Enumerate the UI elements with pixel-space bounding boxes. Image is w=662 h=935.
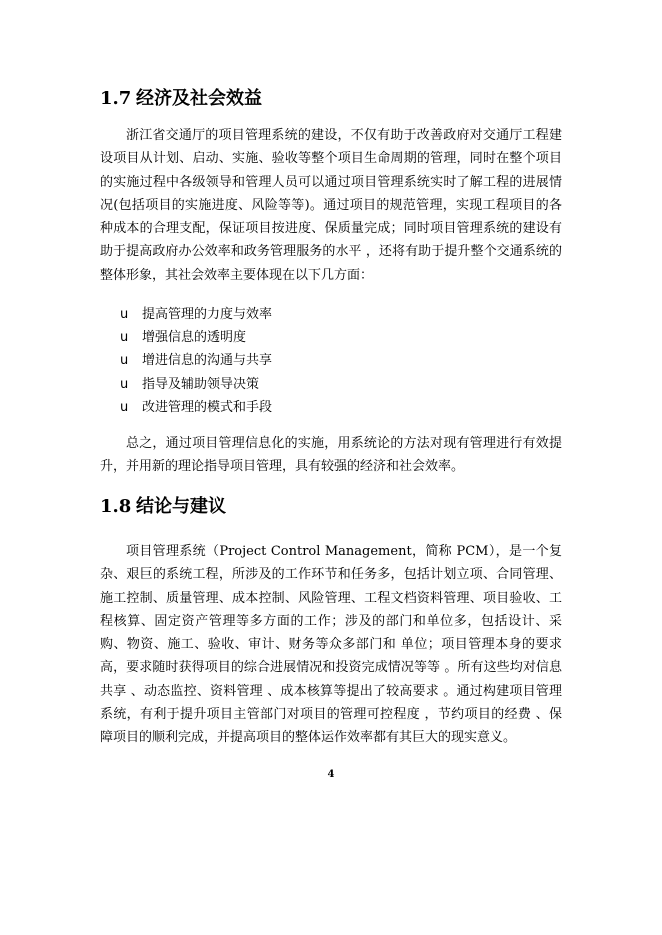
list-item-text: 增进信息的沟通与共享 [142, 353, 273, 369]
bullet-mark: u [120, 399, 129, 415]
section-heading-1-7 [100, 88, 262, 110]
section-title: 经济及社会效益 [136, 88, 262, 109]
benefit-list [120, 303, 272, 419]
section-heading-1-8 [100, 496, 226, 518]
list-item [120, 303, 272, 326]
section-number: 1.7 [100, 88, 132, 109]
bullet-mark: u [120, 353, 129, 369]
bullet-mark: u [120, 330, 129, 346]
section-1-8-paragraph: 项目管理系统（Project Control Management，简称 PCM），是一个复杂、艰巨的系统工程，所涉及的工作环节和任务多，包括计划立项、合同管理、施工控制、质量管理、成本控制、风险管理、工程文档资料管理、项目验收、工程核算、固定资产管理等多方面的工作；涉及的部门和单位多，包括设计、采购、物资、施工、验收、审计、财务等众多部门和 单位；项目管理本身的要求高，要求随时获得项目的综合进展情况和投资完成情况等等 。所有这些均对信息共享 、动态监控、资料管理 、成本核算等提出了较高要求 。通过构建项目管理系统，有利于提升项目主管部门对项目的管理可控程度 ，节约项目的经费 、保障项目的顺利完成，并提高项目的整体运作效率都有其巨大的现实意义。 [100, 544, 562, 746]
list-item-text: 指导及辅助领导决策 [142, 376, 260, 392]
section-1-7-conclusion: 总之，通过项目管理信息化的实施，用系统论的方法对现有管理进行有效提升，并用新的理论指导项目管理，具有较强的经济和社会效率。 [100, 436, 562, 475]
list-item-text: 增强信息的透明度 [142, 330, 247, 346]
bullet-mark: u [120, 307, 129, 322]
section-title: 结论与建议 [136, 496, 226, 517]
list-item [120, 373, 272, 396]
page-number: 4 [327, 769, 335, 780]
list-item-text: 改进管理的模式和手段 [142, 399, 273, 415]
list-item [120, 326, 272, 349]
bullet-mark: u [120, 376, 129, 392]
list-item-text: 提高管理的力度与效率 [142, 307, 273, 322]
section-1-7-paragraph: 浙江省交通厅的项目管理系统的建设，不仅有助于改善政府对交通厅工程建设项目从计划、启动、实施、验收等整个项目生命周期的管理，同时在整个项目的实施过程中各级领导和管理人员可以通过项目管理系统实时了解工程的进展情况(包括项目的实施进度、风险等等)。通过项目的规范管理，实现工程项目的各种成本的合理支配，保证项目按进度、保质量完成；同时项目管理系统的建设有助于提高政府办公效率和政务管理服务的水平 ，还将有助于提升整个交通系统的整体形象，其社会效率主要体现在以下几方面： [100, 128, 562, 283]
section-number: 1.8 [100, 496, 132, 517]
list-item [120, 396, 272, 419]
list-item [120, 349, 272, 372]
